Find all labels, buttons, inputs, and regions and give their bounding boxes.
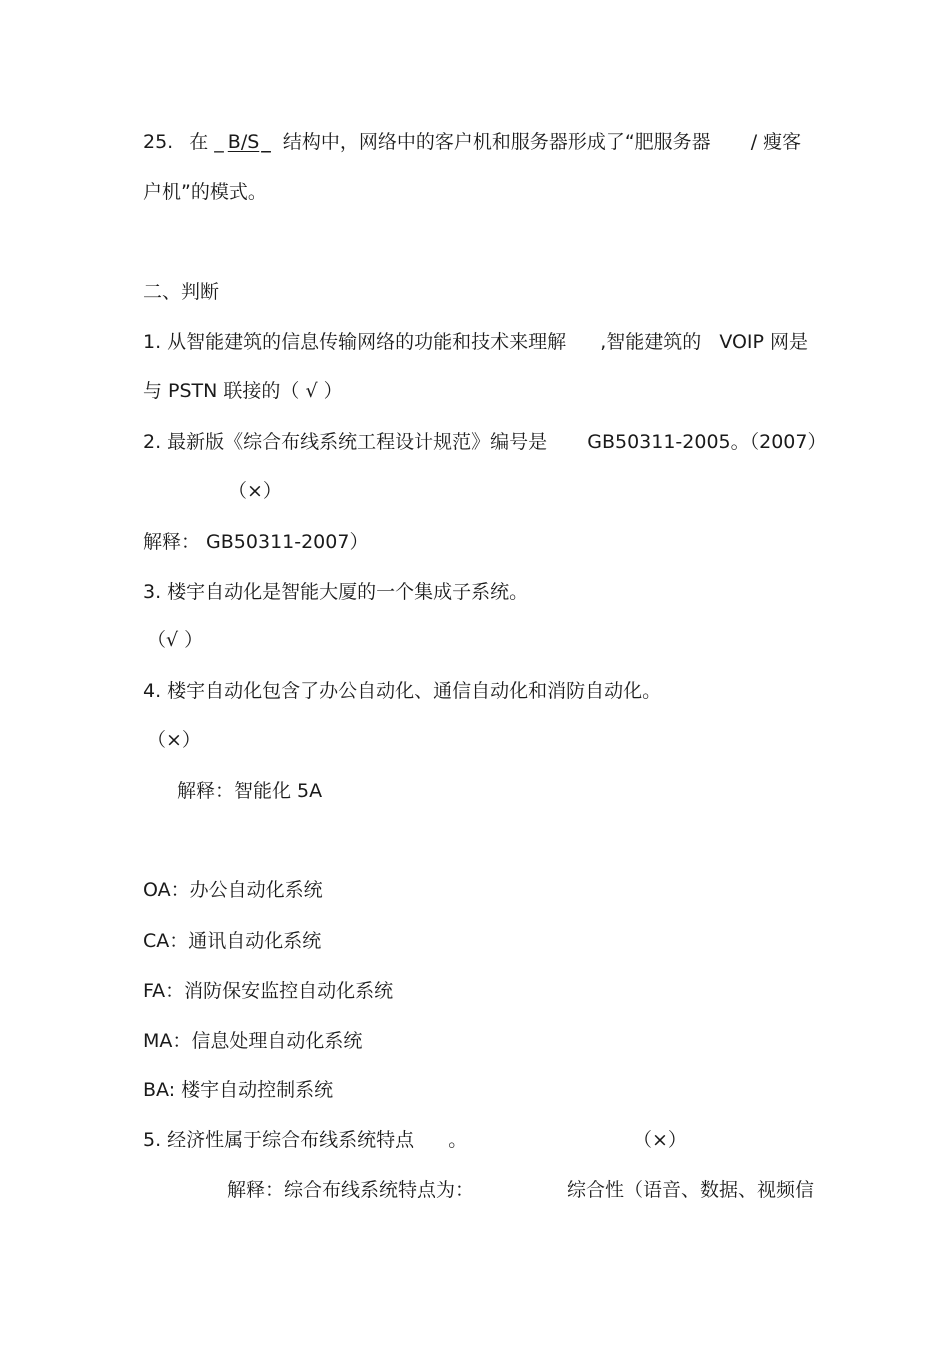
judge-2-line1 [143,430,826,454]
judge-5-explain-a: 解释：综合布线系统特点为： [227,1179,475,1201]
q25-line1 [143,130,801,154]
q25-answer: B/S [227,131,260,153]
judge-5-mark: （×） [633,1129,687,1151]
abbr-ca: CA：通讯自动化系统 [143,930,322,952]
q25-blank-left: _ [214,131,224,153]
judge-1-text-c: VOIP 网是 [719,331,809,353]
judge-4-explain: 解释：智能化 5A [177,780,323,802]
judge-5-explain-b: 综合性（语音、数据、视频信 [567,1179,815,1201]
judge-4-mark: （×） [147,729,201,751]
judge-1-text-a: 1. 从智能建筑的信息传输网络的功能和技术来理解 [143,331,567,353]
judge-4-text: 4. 楼宇自动化包含了办公自动化、通信自动化和消防自动化。 [143,680,662,702]
abbr-ba: BA: 楼宇自动控制系统 [143,1079,334,1101]
judge-5-text: 5. 经济性属于综合布线系统特点 [143,1129,415,1151]
judge-3-mark: （√ ） [147,629,204,651]
section-title: 二、判断 [143,281,220,303]
q25-middle-text: 结构中，网络中的客户机和服务器形成了“肥服务器 [282,131,711,153]
q25-line2: 户机”的模式。 [143,181,267,203]
judge-1-text-b: ,智能建筑的 [600,331,702,353]
abbr-ma: MA：信息处理自动化系统 [143,1030,363,1052]
judge-1-line1 [143,330,808,354]
judge-5-line [143,1128,467,1152]
judge-3-text: 3. 楼宇自动化是智能大厦的一个集成子系统。 [143,581,529,603]
abbr-fa: FA：消防保安监控自动化系统 [143,980,394,1002]
q25-blank-right: _ [261,131,271,153]
judge-2-text-b: GB50311-2005。（2007） [587,431,827,453]
q25-slash-text: / 瘦客 [750,131,802,153]
judge-2-text-a: 2. 最新版《综合布线系统工程设计规范》编号是 [143,431,548,453]
q25-number: 25. [143,131,174,153]
q25-prefix: 在 [189,131,209,153]
judge-1-line2: 与 PSTN 联接的（ √ ） [143,380,343,402]
judge-2-explain: 解释： GB50311-2007） [143,531,369,553]
judge-2-mark: （×） [228,480,282,502]
abbr-oa: OA：办公自动化系统 [143,879,323,901]
judge-5-period: 。 [448,1129,468,1151]
